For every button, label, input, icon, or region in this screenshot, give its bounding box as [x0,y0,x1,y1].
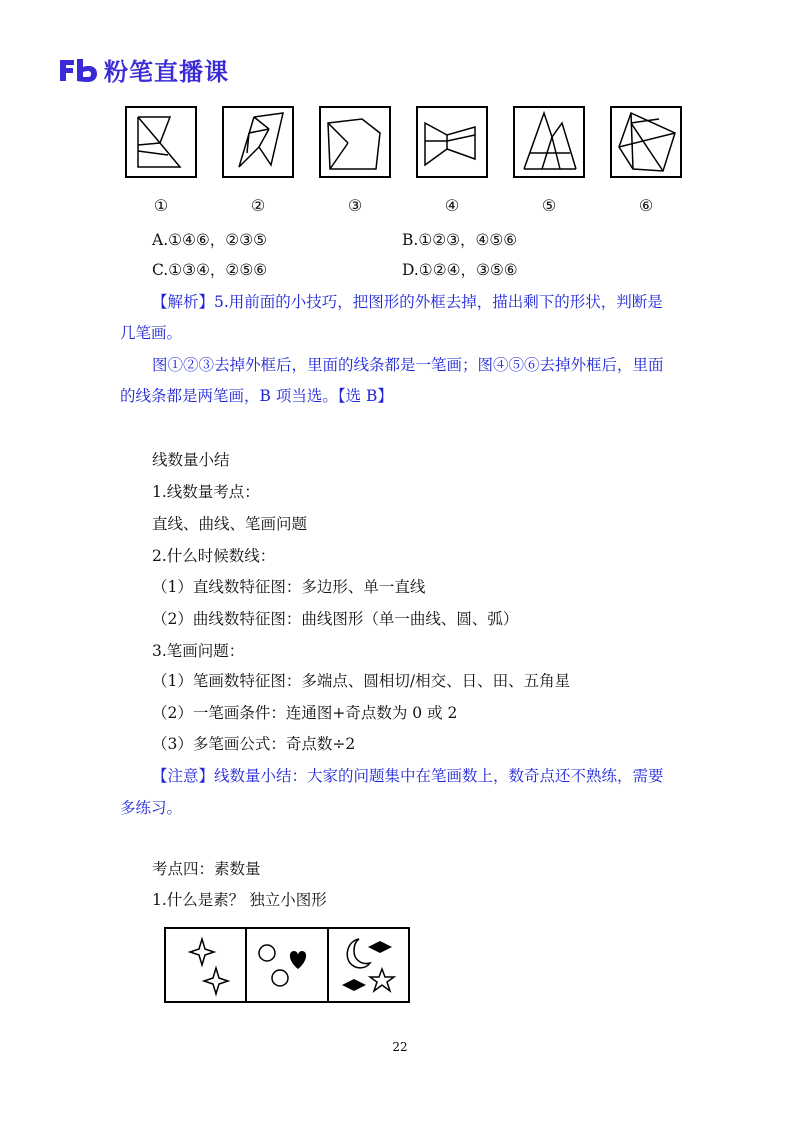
figure-label: ④ [444,196,460,215]
figure-5 [512,105,586,179]
star-icon [370,969,394,991]
header-logo [58,52,229,87]
note-line-1: 【注意】线数量小结：大家的问题集中在笔画数上，数奇点还不熟练，需要 [152,767,664,785]
section-title: 考点四：素数量 [152,860,261,878]
summary-item: 直线、曲线、笔画问题 [152,515,308,533]
option-a: A.①④⑥，②③⑤ [152,231,267,249]
analysis-line-4: 的线条都是两笔画，B 项当选。【选 B】 [120,387,393,405]
four-point-star-icon [190,939,214,965]
summary-title: 线数量小结 [152,451,230,469]
figure-label: ① [153,196,169,215]
summary-item: 3.笔画问题： [152,642,245,660]
circle-icon [272,970,288,986]
note-line-2: 多练习。 [120,799,183,817]
summary-item: （1）笔画数特征图：多端点、圆相切/相交、日、田、五角星 [152,672,571,690]
figure-6 [609,105,683,179]
diamond-icon [342,979,366,991]
figure-label: ③ [347,196,363,215]
figure-2 [221,105,295,179]
figure-label: ⑤ [541,196,557,215]
heart-icon [290,951,306,969]
figure-label: ② [250,196,266,215]
figure-3 [318,105,392,179]
figure-labels [124,196,684,216]
fb-logo-icon [58,57,98,83]
summary-item: （2）一笔画条件：连通图+奇点数为 0 或 2 [152,704,458,722]
option-b: B.①②③，④⑤⑥ [402,231,518,249]
section-question: 1.什么是素？ 独立小图形 [152,891,327,909]
summary-item: （1）直线数特征图：多边形、单一直线 [152,578,426,596]
figure-4 [415,105,489,179]
analysis-line-2: 几笔画。 [120,324,183,342]
figure-row [124,105,684,183]
diamond-icon [368,941,392,953]
figure-1 [124,105,198,179]
option-d: D.①②④，③⑤⑥ [402,261,518,279]
summary-item: 2.什么时候数线： [152,547,276,565]
moon-icon [347,939,370,968]
four-point-star-icon [204,968,228,994]
brand-name: 粉笔直播课 [104,58,229,86]
element-example-figure [164,927,410,1003]
analysis-line-3: 图①②③去掉外框后，里面的线条都是一笔画；图④⑤⑥去掉外框后，里面 [152,356,664,374]
circle-icon [259,945,275,961]
option-c: C.①③④，②⑤⑥ [152,261,268,279]
summary-item: 1.线数量考点： [152,483,260,501]
summary-item: （3）多笔画公式：奇点数÷2 [152,735,356,753]
figure-label: ⑥ [638,196,654,215]
page-number: 22 [392,1040,408,1054]
summary-item: （2）曲线数特征图：曲线图形（单一曲线、圆、弧） [152,610,519,628]
analysis-line-1: 【解析】5.用前面的小技巧，把图形的外框去掉，描出剩下的形状，判断是 [152,293,663,311]
